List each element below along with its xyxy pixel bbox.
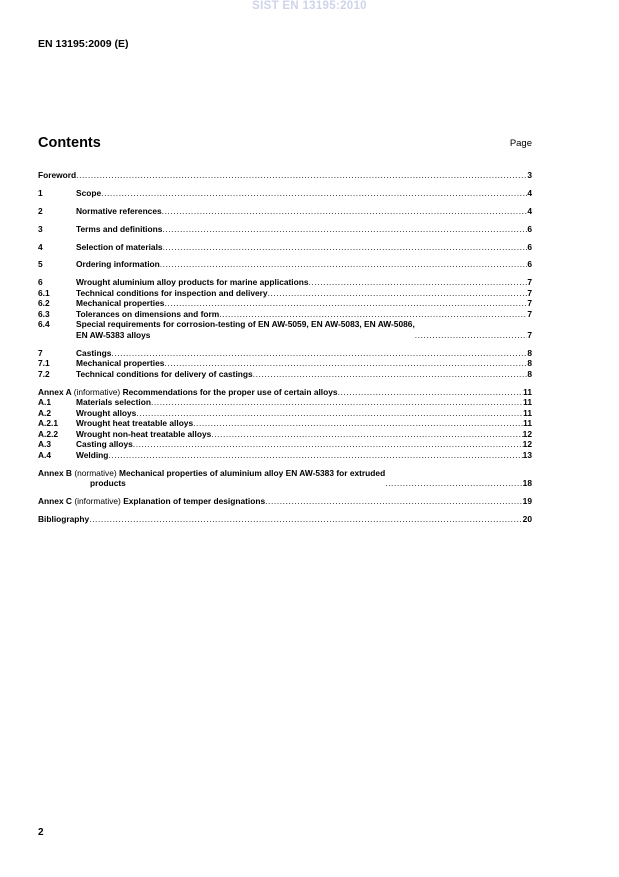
toc-entry-number: 7.2 — [38, 368, 50, 379]
dot-leader — [76, 170, 527, 181]
dot-leader — [163, 242, 528, 253]
toc-entry-title: Wrought alloys — [76, 407, 137, 418]
toc-entry-number: 6.1 — [38, 287, 50, 298]
toc-entry-number: 6.2 — [38, 298, 50, 309]
annex-label: Annex A — [38, 386, 72, 397]
toc-entry-title: Normative references — [76, 205, 162, 216]
watermark: SIST EN 13195:2010 — [252, 0, 367, 12]
toc-entry-wrought-products[interactable] — [38, 277, 532, 288]
toc-entry-number: 4 — [38, 241, 43, 252]
toc-entry-annex-a[interactable] — [38, 387, 532, 398]
toc-entry-page: 7 — [527, 287, 532, 298]
dot-leader — [111, 348, 527, 359]
toc-entry-title: Casting alloys — [76, 439, 133, 450]
toc-entry-number: 3 — [38, 223, 43, 234]
dot-leader — [415, 330, 528, 341]
dot-leader — [160, 259, 528, 270]
dot-leader — [265, 496, 523, 507]
toc-entry-title: Scope — [76, 187, 102, 198]
toc-entry-page: 11 — [523, 397, 532, 408]
toc-entry-title: Castings — [76, 347, 112, 358]
toc-entry-number: 7 — [38, 347, 43, 358]
toc-entry-page: 13 — [522, 449, 532, 460]
toc-entry-page: 12 — [522, 439, 532, 450]
toc-entry-title: Tolerances on dimensions and form — [76, 308, 220, 319]
annex-type: (informative) — [73, 386, 121, 397]
dot-leader — [338, 387, 524, 398]
toc-entry-page: 6 — [527, 241, 532, 252]
annex-label: Annex C — [38, 495, 72, 506]
dot-leader — [253, 369, 528, 380]
page-number: 2 — [38, 827, 44, 838]
toc-entry-title: Bibliography — [38, 513, 90, 524]
dot-leader — [151, 397, 523, 408]
dot-leader — [136, 408, 523, 419]
toc-entry-page: 11 — [523, 418, 532, 429]
dot-leader — [162, 206, 528, 217]
toc-entry-title: Terms and definitions — [76, 223, 163, 234]
toc-entry-page: 8 — [527, 347, 532, 358]
toc-entry-title: Foreword — [38, 170, 77, 180]
toc-entry-number: 2 — [38, 205, 43, 216]
toc-entry-page: 7 — [527, 298, 532, 309]
dot-leader — [268, 288, 528, 299]
dot-leader — [162, 224, 527, 235]
toc-entry-number: 6.3 — [38, 308, 50, 319]
annex-type: (informative) — [74, 495, 121, 506]
toc-entry-title — [76, 319, 415, 340]
toc-entry-annex-c[interactable] — [38, 496, 532, 507]
toc-entry-page: 7 — [527, 329, 532, 340]
toc-entry-number: A.1 — [38, 397, 52, 408]
toc-entry-number: A.2.1 — [38, 418, 59, 429]
toc-entry-page: 20 — [522, 513, 532, 524]
toc-entry-castings-mechanical-properties[interactable] — [38, 358, 532, 369]
toc-entry-page: 4 — [527, 187, 532, 198]
dot-leader — [164, 358, 527, 369]
toc-entry-title-line-2: EN AW-5383 alloys — [76, 329, 151, 340]
toc-entry-scope[interactable] — [38, 188, 532, 199]
toc-entry-title: Wrought non-heat treatable alloys — [76, 428, 212, 439]
toc-entry-page: 7 — [527, 277, 532, 288]
toc-entry-page: 11 — [523, 386, 532, 397]
toc-entry-materials-selection[interactable] — [38, 397, 532, 408]
toc-entry-page: 18 — [522, 478, 532, 489]
toc-entry-number: 7.1 — [38, 358, 50, 369]
annex-title: Recommendations for the proper use of certain alloys — [122, 386, 338, 397]
toc-entry-selection-of-materials[interactable] — [38, 242, 532, 253]
toc-entry-title: Technical conditions for delivery of castings — [76, 368, 253, 379]
dot-leader — [108, 450, 522, 461]
toc-entry-title: Technical conditions for inspection and delivery — [76, 287, 268, 298]
toc-entry-page: 8 — [527, 368, 532, 379]
table-of-contents — [38, 170, 532, 524]
dot-leader — [101, 188, 527, 199]
document-id: EN 13195:2009 (E) — [38, 38, 129, 50]
contents-title: Contents — [38, 135, 101, 151]
toc-entry-title: Wrought heat treatable alloys — [76, 418, 194, 429]
toc-entry-number: A.2.2 — [38, 428, 59, 439]
toc-entry-page: 19 — [522, 495, 532, 506]
toc-entry-number: A.4 — [38, 449, 52, 460]
dot-leader — [211, 429, 522, 440]
toc-entry-title-line-1: Special requirements for corrosion-testing of EN AW-5059, EN AW-5083, EN AW-5086, — [76, 319, 415, 330]
toc-entry-number: A.2 — [38, 407, 52, 418]
toc-entry-mechanical-properties[interactable] — [38, 298, 532, 309]
annex-label: Annex B — [38, 467, 72, 478]
toc-entry-annex-b[interactable] — [38, 468, 532, 489]
toc-entry-number: 1 — [38, 187, 43, 198]
dot-leader — [133, 439, 523, 450]
toc-entry-page: 3 — [527, 170, 532, 180]
toc-entry-number: 6 — [38, 277, 43, 288]
toc-entry-title: Mechanical properties — [76, 298, 165, 309]
toc-entry-title: Ordering information — [76, 259, 160, 270]
toc-entry-title: Wrought aluminium alloy products for marine applications — [76, 277, 309, 288]
toc-entry-page: 12 — [522, 428, 532, 439]
dot-leader — [309, 277, 528, 288]
toc-entry-bibliography[interactable] — [38, 514, 532, 525]
toc-entry-castings[interactable] — [38, 348, 532, 359]
annex-title-line-2: products — [90, 478, 126, 489]
toc-entry-ordering-information[interactable] — [38, 259, 532, 270]
toc-entry-title: Welding — [76, 449, 109, 460]
toc-entry-page: 11 — [523, 407, 532, 418]
toc-entry-title — [38, 496, 265, 507]
toc-entry-title: Mechanical properties — [76, 358, 165, 369]
toc-entry-non-heat-treatable[interactable] — [38, 429, 532, 440]
toc-entry-terms-and-definitions[interactable] — [38, 224, 532, 235]
toc-entry-page: 6 — [527, 223, 532, 234]
toc-entry-heat-treatable[interactable] — [38, 418, 532, 429]
toc-entry-corrosion-testing[interactable] — [38, 319, 532, 340]
toc-entry-title — [38, 468, 385, 489]
page-column-label: Page — [509, 138, 532, 149]
dot-leader — [193, 418, 523, 429]
toc-entry-wrought-alloys[interactable] — [38, 408, 532, 419]
toc-entry-casting-alloys[interactable] — [38, 439, 532, 450]
toc-entry-page: 6 — [527, 259, 532, 270]
toc-entry-page: 8 — [527, 358, 532, 369]
toc-entry-title: Selection of materials — [76, 241, 163, 252]
dot-leader — [89, 514, 522, 525]
toc-entry-number: 6.4 — [38, 319, 50, 330]
toc-entry-inspection-and-delivery[interactable] — [38, 288, 532, 299]
toc-entry-normative-references[interactable] — [38, 206, 532, 217]
annex-title: Explanation of temper designations — [123, 495, 266, 506]
toc-entry-page: 4 — [527, 205, 532, 216]
toc-entry-castings-delivery[interactable] — [38, 369, 532, 380]
dot-leader — [164, 298, 527, 309]
toc-entry-number: 5 — [38, 259, 43, 270]
annex-title: Mechanical properties of aluminium alloy EN AW-5383 for extruded — [119, 467, 386, 478]
dot-leader — [385, 478, 522, 489]
toc-entry-tolerances[interactable] — [38, 309, 532, 320]
toc-entry-page: 7 — [527, 308, 532, 319]
toc-entry-title: Materials selection — [76, 397, 151, 408]
dot-leader — [219, 309, 527, 320]
toc-entry-number: A.3 — [38, 439, 52, 450]
annex-type: (normative) — [74, 467, 117, 478]
toc-entry-welding[interactable] — [38, 450, 532, 461]
toc-entry-title — [38, 387, 338, 398]
toc-entry-foreword[interactable] — [38, 170, 532, 181]
